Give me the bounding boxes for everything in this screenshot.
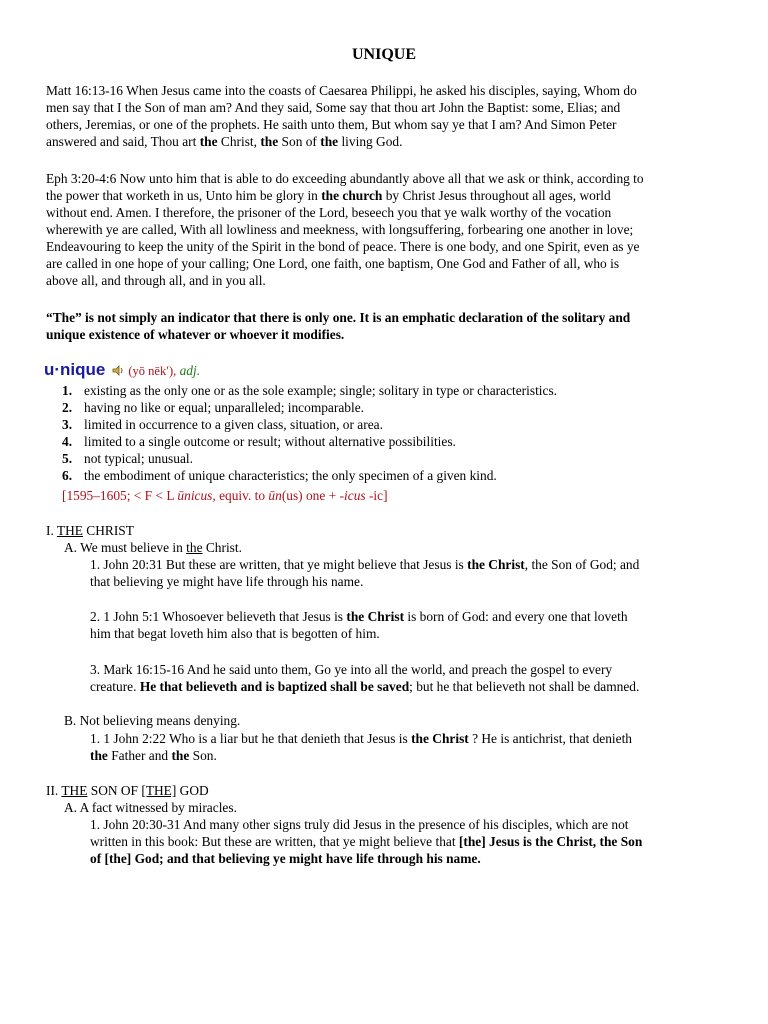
bold-text: the church bbox=[321, 188, 383, 203]
text-line bbox=[90, 833, 730, 850]
etymology bbox=[62, 487, 388, 504]
text-line bbox=[90, 678, 730, 695]
bold-text: unique existence of whatever or whoever it modifies. bbox=[46, 327, 345, 342]
text-run: 3. Mark 16:15-16 And he said unto them, Go ye into all the world, and preach the gospel to every bbox=[90, 662, 613, 677]
text-line bbox=[90, 850, 730, 867]
bold-text: of [the] God; and that believing ye might have life through his name. bbox=[90, 851, 481, 866]
definition-text: having no like or equal; unparalleled; incomparable. bbox=[84, 400, 364, 415]
definition-item bbox=[62, 416, 722, 433]
bold-text: He that believeth and is baptized shall be saved bbox=[139, 679, 410, 694]
text-line bbox=[46, 204, 730, 221]
text-run: Endeavouring to keep the unity of the Spirit in the bond of peace. There is one body, and one Spirit, even as ye bbox=[46, 239, 640, 254]
text-run: I. bbox=[46, 523, 57, 538]
text-line bbox=[64, 712, 730, 729]
outline-entry bbox=[90, 816, 730, 867]
definition-number: 3. bbox=[62, 417, 73, 432]
bold-text: the bbox=[260, 134, 279, 149]
text-run: answered and said, Thou art bbox=[46, 134, 200, 149]
text-run: 1. John 20:31 But these are written, that ye might believe that Jesus is bbox=[90, 557, 468, 572]
text-line bbox=[46, 221, 730, 238]
etymology-part: equiv. to bbox=[215, 488, 269, 503]
definition-number: 6. bbox=[62, 468, 73, 483]
dictionary-entry-header bbox=[44, 361, 200, 380]
etymology-part: ūn bbox=[268, 488, 282, 503]
text-line bbox=[90, 556, 730, 573]
text-run: is born of God: and every one that loveth bbox=[404, 609, 628, 624]
outline-entry bbox=[64, 712, 730, 729]
page-title: UNIQUE bbox=[351, 46, 416, 63]
outline-entry bbox=[90, 608, 730, 642]
text-run: B. Not believing means denying. bbox=[64, 713, 241, 728]
definition-item bbox=[62, 450, 722, 467]
definition-text: the embodiment of unique characteristics; the only specimen of a given kind. bbox=[84, 468, 497, 483]
text-run: creature. bbox=[90, 679, 140, 694]
text-line bbox=[46, 133, 730, 150]
bold-text: the bbox=[199, 134, 218, 149]
text-run: men say that I the Son of man am? And they said, Some say that thou art John the Baptist: some, Elias; and bbox=[46, 100, 621, 115]
text-run: 1. 1 John 2:22 Who is a liar but he that denieth that Jesus is bbox=[90, 731, 412, 746]
text-run: II. bbox=[46, 783, 62, 798]
text-run: A. A fact witnessed by miracles. bbox=[64, 800, 237, 815]
text-run: are called in one hope of your calling; One Lord, one faith, one baptism, One God and Father of all, who is bbox=[46, 256, 620, 271]
definition-item bbox=[62, 467, 722, 484]
text-run: written in this book: But these are written, that ye might believe that bbox=[90, 834, 459, 849]
text-run: CHRIST bbox=[82, 523, 134, 538]
pronunciation: (yō nēk′), bbox=[128, 364, 177, 378]
text-run: living God. bbox=[338, 134, 403, 149]
text-run: by Christ Jesus throughout all ages, world bbox=[382, 188, 611, 203]
text-run: Eph 3:20-4:6 Now unto him that is able to do exceeding abundantly above all that we ask or think, according to bbox=[46, 171, 644, 186]
text-run: Son of bbox=[278, 134, 321, 149]
headword: u·nique bbox=[44, 360, 106, 379]
text-run: Son. bbox=[189, 748, 217, 763]
bold-text: the bbox=[320, 134, 339, 149]
text-line bbox=[46, 522, 730, 539]
text-line bbox=[90, 608, 730, 625]
text-line bbox=[46, 782, 730, 799]
text-line bbox=[46, 309, 730, 326]
text-run: Christ. bbox=[202, 540, 242, 555]
speaker-icon[interactable] bbox=[112, 363, 125, 374]
text-run: SON OF bbox=[87, 783, 142, 798]
bold-text: the Christ bbox=[411, 731, 469, 746]
text-line bbox=[46, 82, 730, 99]
outline-entry bbox=[90, 730, 730, 764]
outline-entry bbox=[90, 556, 730, 590]
underlined-text: THE bbox=[56, 523, 83, 538]
text-run: others, Jeremias, or one of the prophets. He saith unto them, But whom say ye that I am? And Simon Peter bbox=[46, 117, 617, 132]
underlined-text: [THE] bbox=[141, 783, 177, 798]
text-line bbox=[46, 170, 730, 187]
bold-text: [the] Jesus is the Christ, the Son bbox=[458, 834, 643, 849]
text-run: wherewith ye are called, With all lowliness and meekness, with longsuffering, forbearing one another in love; bbox=[46, 222, 634, 237]
bold-text: the Christ bbox=[346, 609, 405, 624]
definition-item bbox=[62, 382, 722, 399]
text-run: without end. Amen. I therefore, the prisoner of the Lord, beseech you that ye walk worthy of the vocation bbox=[46, 205, 612, 220]
etymology-part: [1595–1605; < F < L bbox=[62, 488, 178, 503]
outline-entry bbox=[90, 661, 730, 695]
bold-text: the bbox=[171, 748, 190, 763]
etymology-part: -ic] bbox=[365, 488, 388, 503]
text-run: above all, and through all, and in you all. bbox=[46, 273, 266, 288]
etymology-part: ūnicus, bbox=[177, 488, 216, 503]
definition-item bbox=[62, 433, 722, 450]
text-run: 2. 1 John 5:1 Whosoever believeth that Jesus is bbox=[90, 609, 347, 624]
text-run: Father and bbox=[107, 748, 172, 763]
outline-entry bbox=[46, 782, 730, 799]
text-line bbox=[46, 255, 730, 272]
text-run: , the Son of God; and bbox=[524, 557, 640, 572]
definition-list bbox=[62, 382, 722, 484]
text-line bbox=[46, 187, 730, 204]
text-run: the power that worketh in us, Unto him be glory in bbox=[46, 188, 322, 203]
bold-text: the Christ bbox=[467, 557, 525, 572]
text-run: Matt 16:13-16 When Jesus came into the coasts of Caesarea Philippi, he asked his disciples, saying, Whom do bbox=[46, 83, 637, 98]
definition-text: limited to a single outcome or result; without alternative possibilities. bbox=[84, 434, 456, 449]
etymology-part: (us) one + bbox=[281, 488, 340, 503]
text-line bbox=[46, 238, 730, 255]
text-run: GOD bbox=[176, 783, 209, 798]
text-line bbox=[46, 272, 730, 289]
outline-entry bbox=[46, 522, 730, 539]
definition-number: 4. bbox=[62, 434, 73, 449]
matthew-passage bbox=[46, 82, 730, 150]
outline-entry bbox=[64, 539, 730, 556]
bold-text: the bbox=[90, 748, 108, 763]
text-run: him that begat loveth him also that is begotten of him. bbox=[90, 626, 380, 641]
etymology-part: -icus bbox=[339, 488, 366, 503]
text-line bbox=[46, 116, 730, 133]
text-line bbox=[90, 730, 730, 747]
text-run: A. We must believe in bbox=[64, 540, 187, 555]
ephesians-passage bbox=[46, 170, 730, 289]
underlined-text: THE bbox=[61, 783, 88, 798]
definition-item bbox=[62, 399, 722, 416]
outline-entry bbox=[64, 799, 730, 816]
text-line bbox=[90, 625, 730, 642]
bold-text: “The” is not simply an indicator that there is only one. It is an emphatic declaration of the solitary and bbox=[46, 310, 631, 325]
text-line bbox=[64, 539, 730, 556]
text-line bbox=[46, 99, 730, 116]
text-run: 1. John 20:30-31 And many other signs truly did Jesus in the presence of his disciples, which are not bbox=[90, 817, 629, 832]
definition-text: not typical; unusual. bbox=[84, 451, 193, 466]
text-line bbox=[90, 816, 730, 833]
text-run: ; but he that believeth not shall be damned. bbox=[409, 679, 640, 694]
underlined-text: the bbox=[186, 540, 203, 555]
text-line bbox=[90, 573, 730, 590]
part-of-speech: adj. bbox=[179, 363, 201, 378]
text-line bbox=[64, 799, 730, 816]
text-line bbox=[90, 747, 730, 764]
definition-number: 1. bbox=[62, 383, 73, 398]
definition-number: 5. bbox=[62, 451, 73, 466]
definition-text: existing as the only one or as the sole example; single; solitary in type or characteristics. bbox=[84, 383, 558, 398]
text-run: ? He is antichrist, that denieth bbox=[468, 731, 632, 746]
text-run: Christ, bbox=[217, 134, 261, 149]
text-run: that believing ye might have life through his name. bbox=[90, 574, 364, 589]
text-line bbox=[46, 326, 730, 343]
text-line bbox=[90, 661, 730, 678]
emphasis-note bbox=[46, 309, 730, 343]
definition-number: 2. bbox=[62, 400, 73, 415]
definition-text: limited in occurrence to a given class, situation, or area. bbox=[84, 417, 383, 432]
